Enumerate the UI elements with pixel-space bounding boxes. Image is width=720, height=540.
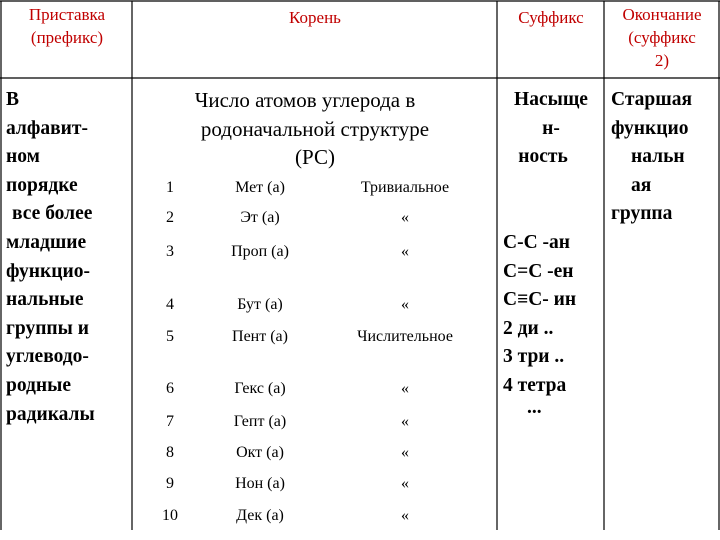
root-name: Пент (а) bbox=[232, 328, 288, 345]
header-root: Корень bbox=[289, 8, 341, 27]
suffix-list: С-С -ан С=С -ен С≡С- ин 2 ди .. 3 три .. 4 тетра ... bbox=[503, 232, 577, 418]
root-name-type: « bbox=[401, 444, 409, 461]
prefix-description: В алфавит- ном порядке все более младшие функцио- нальные группы и углеводо- родные радикалы bbox=[6, 89, 95, 425]
header-suffix: Суффикс bbox=[518, 8, 584, 27]
root-name: Окт (а) bbox=[236, 444, 284, 461]
root-name: Дек (а) bbox=[236, 507, 284, 524]
root-name-type: « bbox=[401, 380, 409, 397]
root-name: Мет (а) bbox=[235, 179, 285, 196]
root-number: 4 bbox=[166, 296, 174, 313]
root-name: Гекс (а) bbox=[234, 380, 286, 397]
root-number: 1 bbox=[166, 179, 174, 196]
header-prefix: Приставка (префикс) bbox=[28, 5, 106, 47]
root-name-type: « bbox=[401, 507, 409, 524]
root-name-type: « bbox=[401, 209, 409, 226]
header-ending: Окончание (суффикс 2) bbox=[622, 5, 702, 70]
root-name: Гепт (а) bbox=[233, 413, 287, 430]
root-name: Бут (а) bbox=[237, 296, 283, 313]
root-number: 3 bbox=[166, 243, 174, 260]
root-number: 5 bbox=[166, 328, 174, 345]
root-name-type: « bbox=[401, 296, 409, 313]
root-name-type: « bbox=[401, 413, 409, 430]
root-number: 8 bbox=[166, 444, 174, 461]
root-number: 7 bbox=[166, 413, 174, 430]
root-number: 2 bbox=[166, 209, 174, 226]
root-name-type: Тривиальное bbox=[360, 179, 450, 196]
root-name-type: « bbox=[401, 243, 409, 260]
root-name-type: Числительное bbox=[357, 328, 453, 345]
root-number: 6 bbox=[166, 380, 174, 397]
root-title: Число атомов углерода в родоначальной структуре (РС) bbox=[194, 88, 430, 169]
root-number: 10 bbox=[162, 507, 178, 524]
root-name: Проп (а) bbox=[231, 243, 289, 260]
suffix-title: Насыще н- ность bbox=[514, 89, 588, 168]
root-name-type: « bbox=[401, 475, 409, 492]
ending-description: Старшая функцио нальн ая группа bbox=[611, 89, 692, 225]
root-number: 9 bbox=[166, 475, 174, 492]
root-name: Эт (а) bbox=[240, 209, 280, 226]
root-name: Нон (а) bbox=[235, 475, 285, 492]
